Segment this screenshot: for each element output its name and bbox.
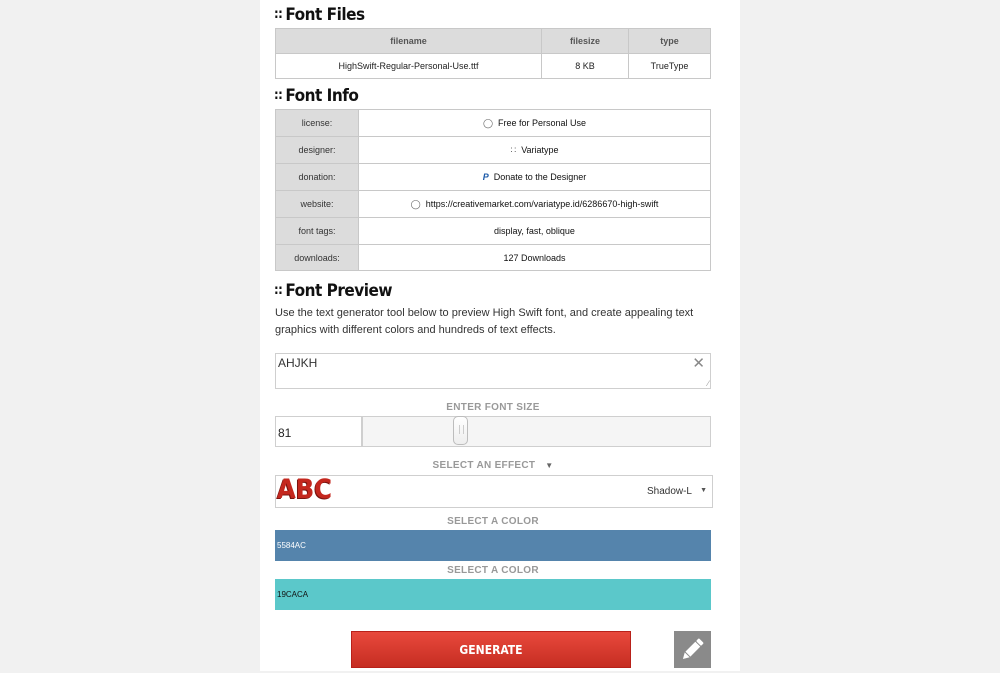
paypal-icon: P [482,172,489,182]
caret-down-icon: ▼ [545,461,554,470]
col-header-filesize: filesize [542,29,629,54]
slider-handle[interactable] [453,416,468,445]
effect-select[interactable] [275,475,713,508]
info-row-license [276,110,711,137]
pencil-icon [674,631,711,668]
color-1-value: 5584AC [277,541,306,550]
file-type: TrueType [629,54,711,79]
edit-button[interactable] [674,631,711,668]
license-value: ◯ Free for Personal Use [359,110,711,137]
preview-text-value: AHJKH [278,356,318,370]
effect-value: Shadow-L [646,486,692,497]
color-picker-1[interactable] [275,530,711,561]
content-panel [260,0,740,671]
grid-icon: ∷ [510,144,517,155]
font-size-slider[interactable] [362,416,711,447]
chevron-down-icon: ▼ [700,487,707,494]
info-row-downloads [276,245,711,271]
license-label: license: [276,110,359,137]
section-title-font-preview: :: Font Preview [274,281,392,301]
color-label-2: SELECT A COLOR [447,565,539,576]
website-link[interactable]: ◯ https://creativemarket.com/variatype.id/6286670-high-swift [359,191,711,218]
designer-label: designer: [276,137,359,164]
designer-link[interactable]: ∷ Variatype [359,137,711,164]
section-title-font-info: :: Font Info [274,86,359,106]
font-info-table [275,109,711,271]
font-files-heading: Font Files [285,5,365,25]
file-size: 8 KB [542,54,629,79]
info-row-designer [276,137,711,164]
file-name-link[interactable]: HighSwift-Regular-Personal-Use.ttf [276,54,542,79]
info-row-website [276,191,711,218]
resize-handle-icon[interactable]: ∕ [707,379,709,388]
grip-icon [459,425,464,434]
font-preview-heading: Font Preview [285,281,392,301]
globe-icon: ◯ [410,198,421,209]
font-size-value: 81 [278,426,292,440]
website-label: website: [276,191,359,218]
col-header-filename: filename [276,29,542,54]
section-title-font-files: :: Font Files [274,5,365,25]
font-size-label: ENTER FONT SIZE [446,402,540,413]
col-header-type: type [629,29,711,54]
color-label-1: SELECT A COLOR [447,516,539,527]
donation-label: donation: [276,164,359,191]
table-row[interactable] [276,54,711,79]
tags-label: font tags: [276,218,359,245]
table-header-row [276,29,711,54]
color-picker-2[interactable] [275,579,711,610]
close-icon[interactable]: ✕ [692,355,705,372]
info-row-donation [276,164,711,191]
font-files-table [275,28,711,79]
donate-link[interactable]: P Donate to the Designer [359,164,711,191]
check-circle-icon: ◯ [482,117,494,128]
effect-sample: ABC [277,474,333,505]
preview-description: Use the text generator tool below to preview High Swift font, and create appealing text graphics with different colors and hundreds of text effects. [275,307,694,336]
downloads-label: downloads: [276,245,359,271]
font-info-heading: Font Info [285,86,359,106]
effect-label[interactable]: SELECT AN EFFECT ▼ [432,460,554,471]
tags-value[interactable]: display, fast, oblique [359,218,711,245]
preview-text-input[interactable] [275,353,711,389]
color-2-value: 19CACA [277,590,309,599]
font-size-input[interactable] [275,416,362,447]
downloads-value: 127 Downloads [359,245,711,271]
generate-button[interactable]: GENERATE [351,631,631,668]
info-row-tags [276,218,711,245]
